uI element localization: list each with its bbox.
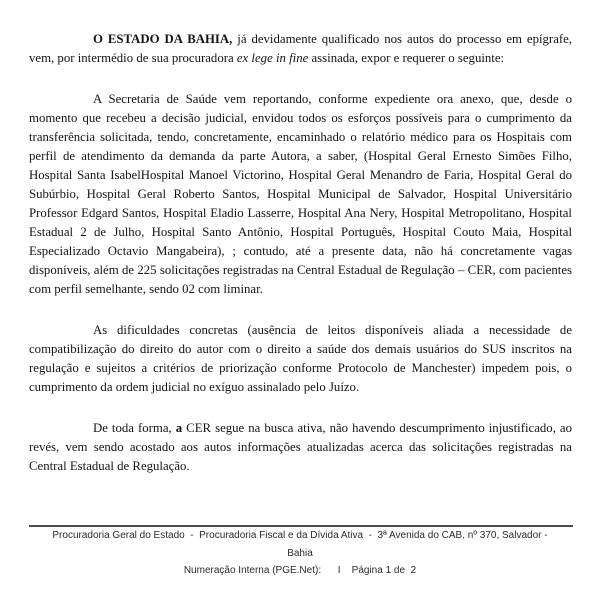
footer-address-city: Bahia xyxy=(287,547,313,559)
paragraph xyxy=(29,90,572,299)
paragraph xyxy=(29,419,572,476)
paragraph xyxy=(29,321,572,397)
footer-pagination: Numeração Interna (PGE.Net): I Página 1 de 2 xyxy=(183,565,417,576)
text-run: A Secretaria de Saúde vem reportando, conforme expediente ora anexo, que, desde o momento que recebeu a decisão judicial, envidou todos os esforços possíveis para o cumprimento da transferência solicitada, tendo, concretamente, encaminhado o relatório médico para os Hospitais com perfil de atendimento da demanda da parte Autora, a saber, (Hospital Geral Ernesto Simões Filho, Hospital Santa IsabelHospital Manoel Victorino, Hospital Geral Menandro de Faria, Hospital Geral do Subúrbio, Hospital Geral Roberto Santos, Hospital Municipal de Salvador, Hospital Universitário Professor Edgard Santos, Hospital Eladio Lasserre, Hospital Ana Nery, Hospital Metropolitano, Hospital Estadual 2 de Julho, Hospital Santo Antônio, Hospital Português, Hospital Couto Maia, Hospital Especializado Octavio Mangabeira), ; contudo, até a presente data, não há concretamente vagas disponíveis, além de 225 solicitações registradas na Central Estadual de Regulação – CER, com pacientes com perfil semelhante, sendo 02 com liminar. xyxy=(29,92,572,296)
text-run: assinada, expor e requerer o seguinte: xyxy=(308,51,505,65)
text-run: As dificuldades concretas (ausência de leitos disponíveis aliada a necessidade de compatibilização do direito do autor com o direito a saúde dos demais usuários do SUS inscritos na regulação e sujeitos a critérios de priorização conforme Protocolo de Manchester) impedem pois, o cumprimento da ordem judicial no exíguo assinalado pelo Juízo. xyxy=(29,323,572,394)
document-body xyxy=(29,30,572,476)
page-footer xyxy=(0,525,600,580)
bold-run: a xyxy=(175,421,183,435)
paragraph xyxy=(29,30,572,68)
footer-rule xyxy=(29,525,573,527)
footer-address-line: Procuradoria Geral do Estado - Procuradoria Fiscal e da Dívida Ativa - 3ª Avenida do CAB, nº 370, Salvador - xyxy=(52,530,548,541)
text-run: De toda forma, xyxy=(93,421,176,435)
italic-run: ex lege in fine xyxy=(236,51,309,65)
text-run: CER segue na busca ativa, não havendo descumprimento injustificado, ao revés, vem sendo acostado aos autos informações atualizadas acerca das solicitações registradas na Central Estadual de Regulação. xyxy=(29,421,573,473)
text-run: já devidamente qualificado nos autos do processo em epígrafe, vem, por intermédio de sua procuradora xyxy=(29,32,573,65)
bold-run: O ESTADO DA BAHIA, xyxy=(93,32,233,46)
